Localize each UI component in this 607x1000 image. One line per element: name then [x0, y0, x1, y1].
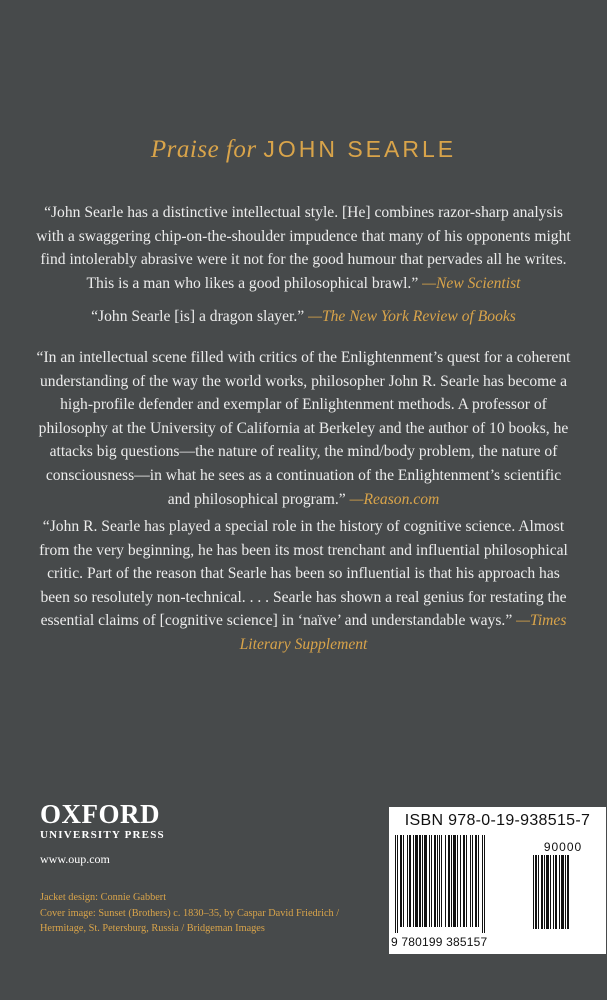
- barcode-bar: [413, 835, 414, 927]
- publisher-sub: UNIVERSITY PRESS: [40, 829, 165, 841]
- barcode-bar: [429, 835, 430, 927]
- barcode-bar: [533, 855, 534, 929]
- barcode-bar: [453, 835, 456, 927]
- barcode-bar: [550, 855, 551, 929]
- quote-4: [36, 515, 571, 657]
- quote-source: —Reason.com: [349, 490, 440, 508]
- barcode-bar: [553, 855, 554, 929]
- barcode-bar: [437, 835, 438, 927]
- barcode-bar: [409, 835, 411, 927]
- jacket-design-credit: Jacket design: Connie Gabbert: [40, 892, 167, 903]
- cover-image-credit: Cover image: Sunset (Brothers) c. 1830–35, by Caspar David Friedrich / Hermitage, St. Petersburg, Russia / Bridgeman Images: [40, 907, 340, 935]
- praise-heading: [0, 136, 607, 164]
- barcode-bar: [445, 835, 446, 927]
- quote-3: [36, 346, 571, 511]
- barcode-bar: [567, 855, 569, 929]
- barcode-bar: [544, 855, 545, 929]
- barcode-bar: [472, 835, 473, 927]
- publisher-url: www.oup.com: [40, 852, 110, 866]
- barcode-bar: [555, 855, 557, 929]
- barcode-bar: [424, 835, 427, 927]
- barcode-bar: [431, 835, 432, 927]
- quote-source: —The New York Review of Books: [308, 308, 516, 325]
- barcode-bar: [422, 835, 423, 927]
- addon-price-code: 90000: [543, 840, 583, 854]
- barcode-bar: [439, 835, 440, 927]
- barcode-bar: [470, 835, 471, 927]
- quote-source: —Times Literary Supplement: [239, 612, 567, 653]
- barcode-bar: [419, 835, 421, 927]
- barcode-digits: 9 780199 385157: [391, 935, 488, 949]
- publisher-name: OXFORD: [40, 799, 160, 829]
- barcode-bar: [400, 835, 402, 927]
- quote-2: [36, 305, 571, 329]
- ean13-barcode: [391, 835, 523, 935]
- barcode-bar: [484, 835, 485, 933]
- quote-text: “In an intellectual scene filled with critics of the Enlightenment’s quest for a coherent understanding of the way the world works, philosopher John R. Searle has become a high-profile defender and exemplar of Enlightenment methods. A professor of philosophy at the University of California at Berkeley and the author of 10 books, he attacks big questions—the nature of reality, the mind/body problem, the nature of consciousness—in what he sees as a continuation of the Enlightenment’s scientific and philosophical program.”: [36, 349, 571, 508]
- barcode-bar: [434, 835, 436, 927]
- barcode-bar: [403, 835, 404, 927]
- quote-source: —New Scientist: [422, 274, 521, 292]
- isbn-label: ISBN 978-0-19-938515-7: [404, 812, 591, 829]
- barcode-bar: [460, 835, 461, 927]
- barcode-bar: [407, 835, 408, 927]
- barcode-bar: [565, 855, 566, 929]
- jacket-credits: [40, 890, 370, 937]
- quote-text: “John Searle [is] a dragon slayer.”: [91, 308, 305, 325]
- quote-1: [36, 201, 571, 295]
- quote-text: “John Searle has a distinctive intellectual style. [He] combines razor-sharp analysis with a swaggering chip-on-the-shoulder impudence that many of his opponents might find intolerably abrasive were it not for the good humour that pervades all he writes. This is a man who likes a good philosophical brawl.”: [36, 204, 571, 292]
- barcode-bar: [541, 855, 543, 929]
- barcode-bar: [546, 855, 549, 929]
- quote-text: “John R. Searle has played a special role in the history of cognitive science. Almost from the very beginning, he has been its most trenchant and influential philosophical critic. Part of the reason that Searle has been so influential is that his approach has been so resolutely non-technical. . . . Searle has shown a real genius for restating the essential claims of [cognitive science] in ‘naïve’ and understandable ways.”: [39, 518, 568, 630]
- praise-heading-author: JOHN SEARLE: [263, 136, 457, 162]
- barcode-bar: [561, 855, 564, 929]
- barcode-bar: [475, 835, 477, 927]
- barcode-bar: [463, 835, 465, 927]
- barcode-bar: [415, 835, 418, 927]
- barcode-bar: [535, 855, 537, 929]
- barcode-bar: [466, 835, 467, 927]
- barcode-bar: [397, 835, 398, 933]
- barcode-bar: [395, 835, 396, 933]
- barcode-bar: [538, 855, 539, 929]
- barcode-bar: [478, 835, 479, 927]
- barcode-bar: [482, 835, 483, 933]
- praise-heading-lead: Praise for: [150, 136, 257, 163]
- barcode-bar: [457, 835, 458, 927]
- barcode-bar: [559, 855, 560, 929]
- barcode-bar: [441, 835, 442, 927]
- barcode-bar: [448, 835, 450, 927]
- barcode-bar: [451, 835, 452, 927]
- oxford-logo: [40, 800, 165, 841]
- isbn-barcode: [389, 807, 606, 954]
- addon-barcode: [529, 855, 599, 935]
